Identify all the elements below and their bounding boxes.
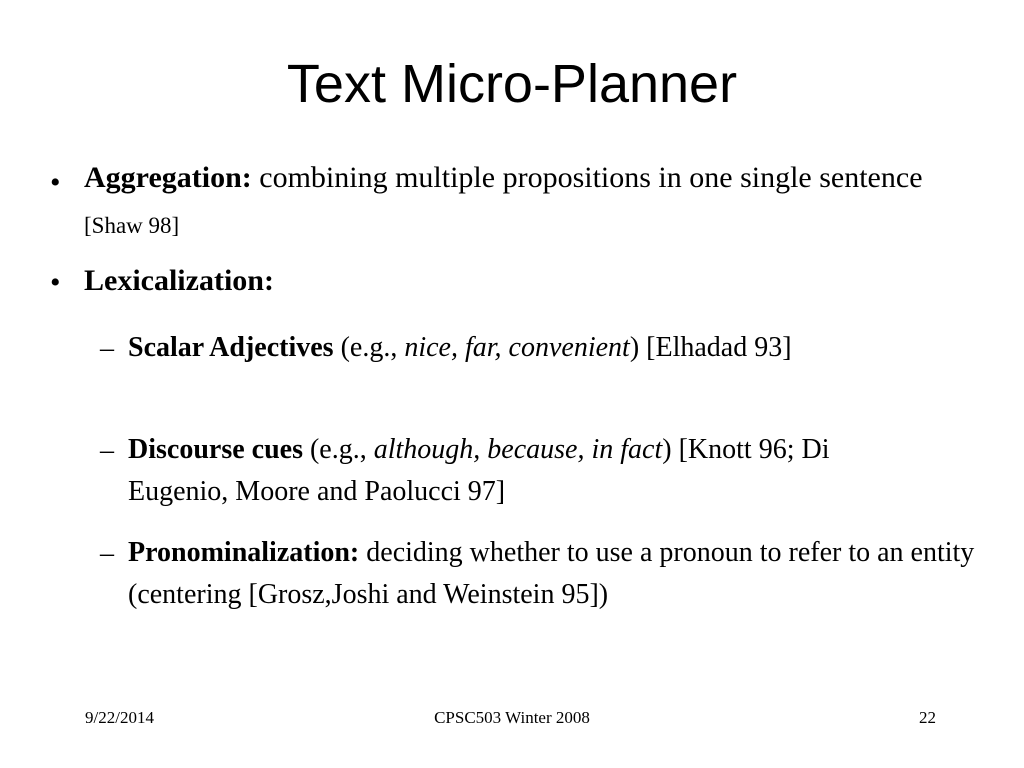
citation: [Shaw 98]: [84, 213, 180, 238]
bullet-lexicalization: [84, 258, 964, 304]
subbullet-text: ) [Knott 96; Di Eugenio, Moore and Paolucci 97]: [128, 434, 830, 507]
subbullet-discourse-cues: [128, 429, 868, 513]
footer-page-number: 22: [919, 708, 936, 727]
footer-course: CPSC503 Winter 2008: [434, 708, 590, 727]
subbullet-text: ) [Elhadad 93]: [629, 332, 792, 363]
footer-date: 9/22/2014: [85, 708, 154, 727]
subbullet-pronominalization: [128, 532, 978, 616]
subbullet-examples: although, because, in fact: [373, 434, 663, 465]
bullet-aggregation: [84, 155, 964, 249]
subbullet-marker: –: [100, 435, 114, 466]
subbullet-text: (e.g.,: [333, 332, 405, 363]
subbullet-examples: nice, far, convenient: [404, 332, 630, 363]
subbullet-term: Scalar Adjectives: [128, 332, 334, 363]
subbullet-text: (e.g.,: [302, 434, 374, 465]
subbullet-scalar-adjectives: [128, 327, 978, 369]
bullet-marker: •: [50, 266, 61, 299]
subbullet-term: Discourse cues: [128, 434, 303, 465]
subbullet-marker: –: [100, 538, 114, 569]
slide-title: Text Micro-Planner: [286, 54, 738, 114]
subbullet-marker: –: [100, 333, 114, 364]
bullet-term: Aggregation:: [84, 161, 252, 194]
subbullet-term: Pronominalization:: [128, 537, 360, 568]
bullet-text: combining multiple propositions in one single sentence: [251, 161, 923, 194]
bullet-term: Lexicalization:: [84, 264, 274, 297]
bullet-marker: •: [50, 166, 61, 199]
subbullet-text: deciding whether to use a pronoun to refer to an entity (centering [Grosz,Joshi and Weinstein 95]): [128, 537, 975, 610]
